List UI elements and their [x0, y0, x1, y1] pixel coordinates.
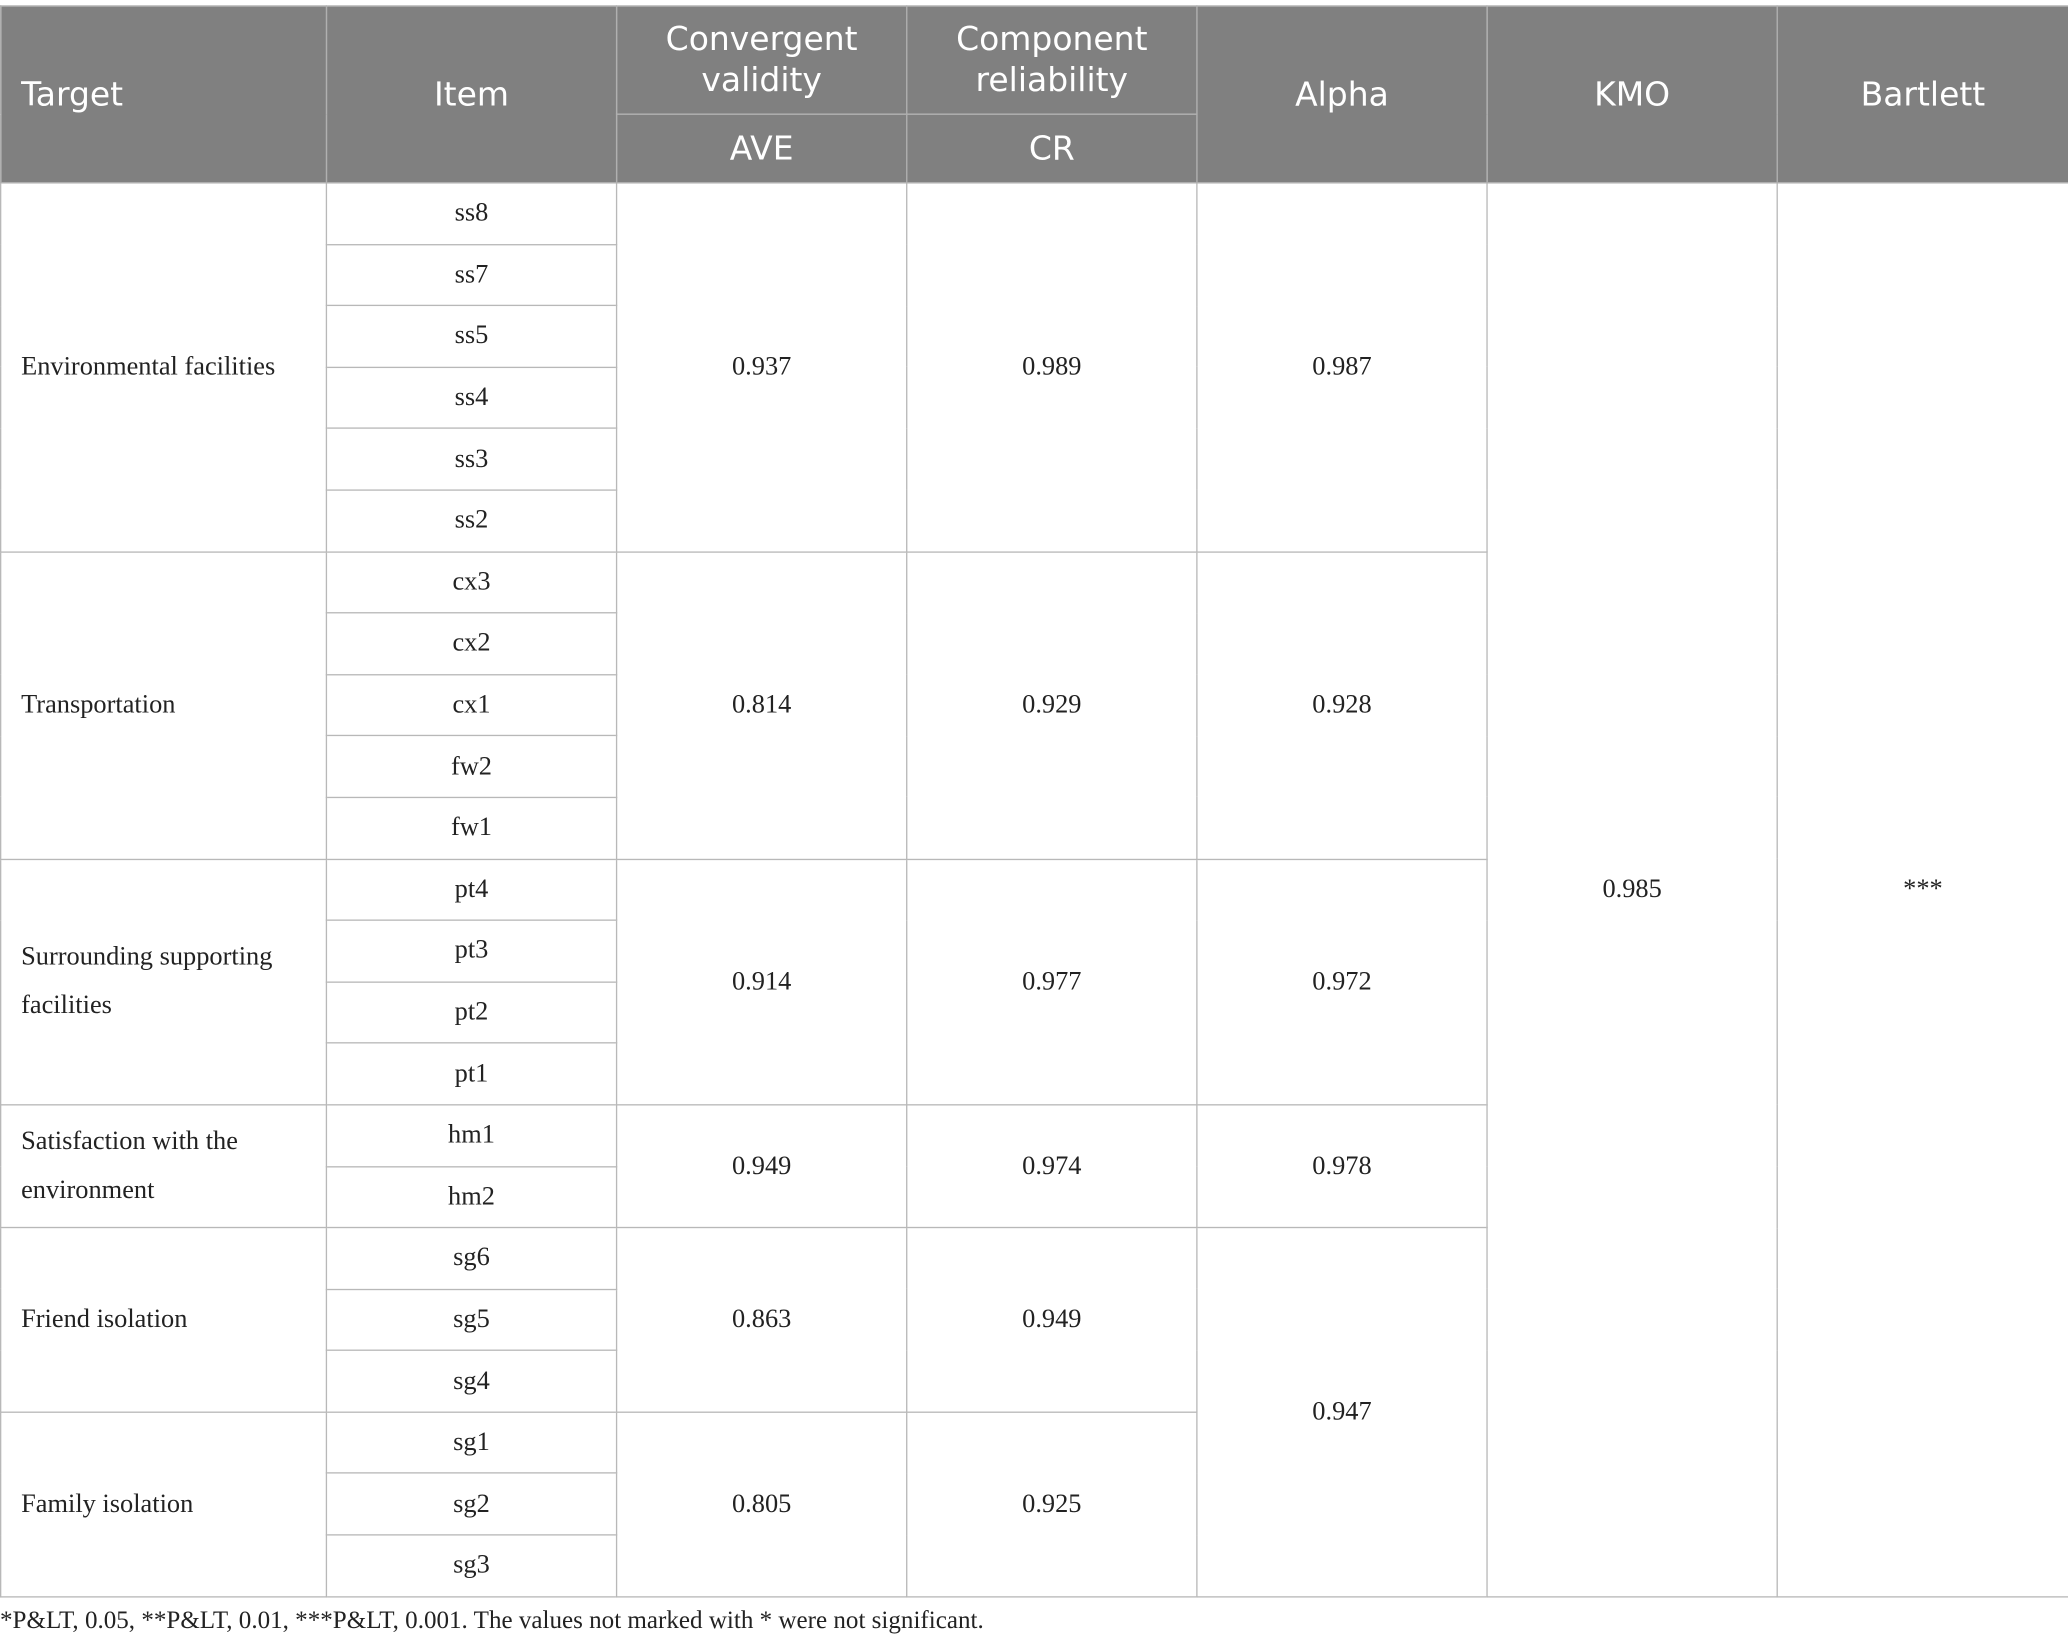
- item-cell: hm1: [326, 1105, 616, 1166]
- item-cell: pt3: [326, 920, 616, 981]
- ave-cell: 0.805: [617, 1412, 907, 1596]
- bartlett-cell: ***: [1777, 183, 2068, 1597]
- header-cr: CR: [907, 114, 1197, 183]
- cr-cell: 0.989: [907, 183, 1197, 552]
- header-alpha: Alpha: [1197, 6, 1487, 183]
- item-cell: ss8: [326, 183, 616, 244]
- header-ave: AVE: [617, 114, 907, 183]
- item-cell: hm2: [326, 1166, 616, 1227]
- item-cell: pt4: [326, 859, 616, 920]
- target-cell: Surrounding supporting facilities: [1, 859, 327, 1105]
- kmo-cell: 0.985: [1487, 183, 1777, 1597]
- ave-cell: 0.863: [617, 1228, 907, 1412]
- item-cell: sg5: [326, 1289, 616, 1350]
- item-cell: sg4: [326, 1351, 616, 1412]
- alpha-cell: 0.928: [1197, 552, 1487, 859]
- cr-cell: 0.949: [907, 1228, 1197, 1412]
- alpha-cell: 0.987: [1197, 183, 1487, 552]
- item-cell: ss3: [326, 429, 616, 490]
- item-cell: cx2: [326, 613, 616, 674]
- cr-cell: 0.925: [907, 1412, 1197, 1596]
- item-cell: pt2: [326, 982, 616, 1043]
- item-cell: sg1: [326, 1412, 616, 1473]
- item-cell: fw2: [326, 736, 616, 797]
- target-cell: Transportation: [1, 552, 327, 859]
- item-cell: sg6: [326, 1228, 616, 1289]
- alpha-cell: 0.972: [1197, 859, 1487, 1105]
- item-cell: ss2: [326, 490, 616, 551]
- ave-cell: 0.814: [617, 552, 907, 859]
- item-cell: sg3: [326, 1535, 616, 1596]
- header-kmo: KMO: [1487, 6, 1777, 183]
- header-item: Item: [326, 6, 616, 183]
- target-cell: Family isolation: [1, 1412, 327, 1596]
- item-cell: ss5: [326, 306, 616, 367]
- cr-cell: 0.977: [907, 859, 1197, 1105]
- item-cell: pt1: [326, 1043, 616, 1104]
- target-cell: Friend isolation: [1, 1228, 327, 1412]
- alpha-cell: 0.978: [1197, 1105, 1487, 1228]
- target-cell: Satisfaction with the environment: [1, 1105, 327, 1228]
- alpha-cell: 0.947: [1197, 1228, 1487, 1597]
- target-cell: Environmental facilities: [1, 183, 327, 552]
- validity-reliability-table: [0, 5, 2068, 1597]
- ave-cell: 0.914: [617, 859, 907, 1105]
- header-component-reliability: Component reliability: [907, 6, 1197, 114]
- item-cell: fw1: [326, 797, 616, 858]
- item-cell: sg2: [326, 1474, 616, 1535]
- header-convergent-validity: Convergent validity: [617, 6, 907, 114]
- ave-cell: 0.937: [617, 183, 907, 552]
- item-cell: ss4: [326, 367, 616, 428]
- item-cell: cx3: [326, 552, 616, 613]
- cr-cell: 0.974: [907, 1105, 1197, 1228]
- item-cell: ss7: [326, 244, 616, 305]
- header-bartlett: Bartlett: [1777, 6, 2068, 183]
- ave-cell: 0.949: [617, 1105, 907, 1228]
- table-footnote: *P&LT, 0.05, **P&LT, 0.01, ***P&LT, 0.001. The values not marked with * were not significant.: [0, 1606, 984, 1635]
- table-row: [1, 183, 2068, 244]
- cr-cell: 0.929: [907, 552, 1197, 859]
- item-cell: cx1: [326, 674, 616, 735]
- header-target: Target: [1, 6, 327, 183]
